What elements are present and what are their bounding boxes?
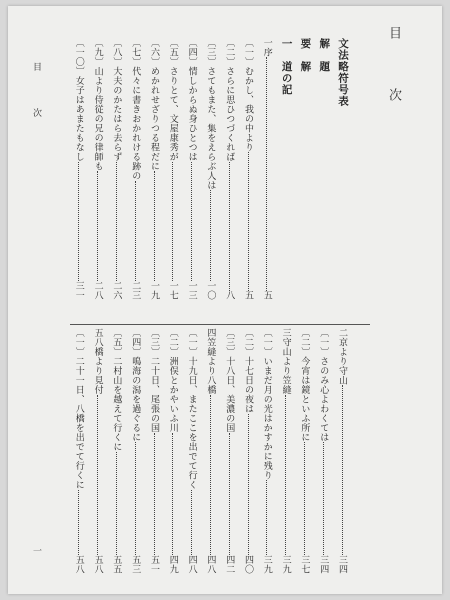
entry-title: さりとて、文屋康秀が bbox=[167, 66, 178, 162]
page-ref: 五 bbox=[261, 290, 272, 300]
leader-dots bbox=[229, 162, 230, 291]
toc-entry bbox=[261, 38, 274, 310]
page-ref: 五五 bbox=[111, 555, 122, 574]
toc-entry bbox=[129, 328, 142, 584]
leader-dots bbox=[210, 395, 211, 556]
entry-number: 〔一〕 bbox=[186, 328, 197, 357]
entry-number: 〔六〕 bbox=[149, 38, 159, 67]
entry-title: 京より守山 bbox=[337, 337, 347, 385]
toc-entry bbox=[129, 38, 142, 310]
leader-dots bbox=[210, 190, 211, 281]
leader-dots bbox=[97, 395, 98, 556]
page-number: 一 bbox=[31, 546, 41, 569]
leader-dots bbox=[248, 152, 249, 291]
entry-number: 五 bbox=[92, 328, 103, 338]
leader-dots bbox=[116, 162, 117, 282]
entry-number: 四 bbox=[205, 328, 216, 338]
toc-entry bbox=[167, 38, 180, 310]
entry-number: 〔一〕 bbox=[73, 328, 84, 357]
leader-dots bbox=[135, 442, 136, 555]
entry-number: 一 bbox=[261, 38, 272, 48]
entry-title: 笠縫より八橋 bbox=[205, 337, 216, 395]
entry-title: さてもまた、集をえらぶ人は bbox=[205, 66, 216, 190]
toc-entry bbox=[148, 38, 161, 310]
entry-title: 要 解 bbox=[299, 38, 312, 73]
leader-dots bbox=[229, 433, 230, 556]
entry-title: 大夫のかたはら去らず bbox=[111, 66, 122, 162]
entry-title: 十八日、美濃の国 bbox=[224, 356, 235, 433]
leader-dots bbox=[266, 480, 267, 555]
toc-entry bbox=[242, 328, 255, 584]
toc-heading bbox=[336, 38, 351, 310]
page-ref: 一三 bbox=[186, 281, 197, 300]
toc-entry bbox=[317, 328, 330, 584]
entry-title: 十九日、またここを出でて行く bbox=[186, 356, 197, 490]
page-ref: 一九 bbox=[149, 281, 159, 300]
toc-entry bbox=[92, 38, 105, 310]
entry-title: 解 題 bbox=[318, 38, 331, 73]
entry-number: 〔三〕 bbox=[205, 38, 216, 67]
page-ref: 四九 bbox=[167, 555, 178, 574]
leader-dots bbox=[248, 414, 249, 556]
page-title: 目 次 bbox=[386, 26, 401, 119]
leader-dots bbox=[191, 490, 192, 556]
entry-number: 〔五〕 bbox=[167, 38, 178, 67]
entry-title: 一 道の記 bbox=[280, 38, 293, 96]
entry-number: 〔一〕 bbox=[243, 38, 253, 67]
entry-title: 山より侍従の兄の律師も bbox=[92, 66, 103, 171]
toc-entry bbox=[110, 328, 123, 584]
leader-dots bbox=[78, 490, 79, 556]
page-ref: 二三 bbox=[130, 281, 141, 300]
page-ref: 一〇 bbox=[205, 281, 216, 300]
book-page bbox=[8, 6, 442, 594]
toc-entry bbox=[186, 38, 199, 310]
entry-number: 〔二〕 bbox=[299, 328, 310, 357]
entry-number: 〔二〕 bbox=[243, 328, 253, 357]
entry-title: 洲俣とかやいふ川 bbox=[167, 356, 178, 433]
toc-entry bbox=[223, 328, 236, 584]
page-ref: 三一 bbox=[73, 281, 84, 300]
entry-number: 〔一〇〕 bbox=[73, 38, 84, 76]
page-ref: 五一 bbox=[149, 555, 159, 574]
toc-entry bbox=[148, 328, 161, 584]
leader-dots bbox=[285, 395, 286, 556]
page-ref: 三四 bbox=[318, 555, 329, 574]
entry-title: 鳴海の潟を過ぐるに bbox=[130, 356, 141, 442]
entry-number: 三 bbox=[280, 328, 291, 338]
entry-title: 二十一日、八橋を出でて行くに bbox=[73, 356, 84, 490]
page-ref: 五三 bbox=[130, 555, 141, 574]
entry-number: 〔四〕 bbox=[130, 328, 141, 357]
page-ref: 五八 bbox=[73, 555, 84, 574]
page-ref: 二六 bbox=[111, 281, 122, 300]
page-ref: 八 bbox=[224, 290, 235, 300]
leader-dots bbox=[266, 57, 267, 291]
page-ref: 四八 bbox=[205, 555, 216, 574]
page-ref: 二八 bbox=[92, 281, 103, 300]
toc-entry bbox=[73, 328, 86, 584]
entry-title: さのみ心よわくては bbox=[318, 356, 329, 442]
entry-title: 二十日、尾張の国 bbox=[149, 356, 159, 433]
entry-number: 〔三〕 bbox=[224, 328, 235, 357]
toc-entry bbox=[261, 328, 274, 584]
page-ref: 五八 bbox=[92, 555, 103, 574]
page-ref: 三四 bbox=[337, 555, 347, 574]
page-ref: 三九 bbox=[261, 555, 272, 574]
entry-title: 情しからぬ身ひとつは bbox=[186, 66, 197, 162]
toc-entry bbox=[223, 38, 236, 310]
page-ref: 三七 bbox=[299, 555, 310, 574]
leader-dots bbox=[97, 171, 98, 281]
toc-heading bbox=[298, 38, 313, 310]
entry-title: 今宵は鏡といふ所に bbox=[299, 356, 310, 442]
leader-dots bbox=[191, 162, 192, 282]
toc-entry bbox=[186, 328, 199, 584]
toc-heading bbox=[280, 38, 295, 310]
leader-dots bbox=[154, 433, 155, 556]
page-ref: 三九 bbox=[280, 555, 291, 574]
leader-dots bbox=[78, 162, 79, 282]
entry-title: 守山より笠縫 bbox=[280, 337, 291, 395]
entry-title: 序 bbox=[261, 47, 272, 57]
entry-title: むかし、我の中より bbox=[243, 66, 253, 152]
toc-entry bbox=[204, 38, 217, 310]
page-ref: 一七 bbox=[167, 281, 178, 300]
entry-number: 〔九〕 bbox=[92, 38, 103, 67]
toc-entry bbox=[336, 328, 349, 584]
page-ref: 四二 bbox=[224, 555, 235, 574]
toc-heading bbox=[317, 38, 332, 310]
toc-entry bbox=[167, 328, 180, 584]
entry-number: 〔一〕 bbox=[261, 328, 272, 357]
entry-number: 〔一〕 bbox=[318, 328, 329, 357]
leader-dots bbox=[116, 452, 117, 556]
page-ref: 五 bbox=[243, 290, 253, 300]
toc-entry bbox=[280, 328, 293, 584]
entry-title: めかれせざりつる程だに bbox=[149, 66, 159, 171]
leader-dots bbox=[172, 162, 173, 282]
entry-number: 〔二〕 bbox=[167, 328, 178, 357]
entry-number: 〔三〕 bbox=[149, 328, 159, 357]
leader-dots bbox=[342, 385, 343, 555]
toc-entry bbox=[73, 38, 86, 310]
section-divider bbox=[70, 324, 370, 325]
leader-dots bbox=[304, 442, 305, 555]
leader-dots bbox=[135, 181, 136, 282]
entry-number: 〔八〕 bbox=[111, 38, 122, 67]
entry-title: 文法略符号表 bbox=[337, 38, 349, 107]
entry-title: さらに思ひつづくれば bbox=[224, 66, 235, 162]
toc-entry bbox=[110, 38, 123, 310]
entry-title: 女子はあまたもなし bbox=[73, 76, 84, 162]
entry-number: 〔五〕 bbox=[111, 328, 122, 357]
leader-dots bbox=[172, 433, 173, 556]
entry-title: 十七日の夜は bbox=[243, 356, 253, 414]
toc-entry bbox=[92, 328, 105, 584]
toc-entry bbox=[204, 328, 217, 584]
entry-number: 〔七〕 bbox=[130, 38, 141, 67]
entry-number: 〔四〕 bbox=[186, 38, 197, 67]
page-ref: 四八 bbox=[186, 555, 197, 574]
entry-title: いまだ月の光はかすかに残り bbox=[261, 356, 272, 480]
toc-entry bbox=[298, 328, 311, 584]
entry-title: 八橋より見付 bbox=[92, 337, 103, 395]
leader-dots bbox=[323, 442, 324, 555]
entry-number: 二 bbox=[337, 328, 347, 338]
page-ref: 四〇 bbox=[243, 555, 253, 574]
entry-title: 二村山を越えて行くに bbox=[111, 356, 122, 452]
side-title: 目 次 bbox=[31, 62, 41, 131]
toc-entry bbox=[242, 38, 255, 310]
leader-dots bbox=[154, 171, 155, 281]
entry-title: 代々に書きおかれける跡の bbox=[130, 66, 141, 181]
entry-number: 〔二〕 bbox=[224, 38, 235, 67]
